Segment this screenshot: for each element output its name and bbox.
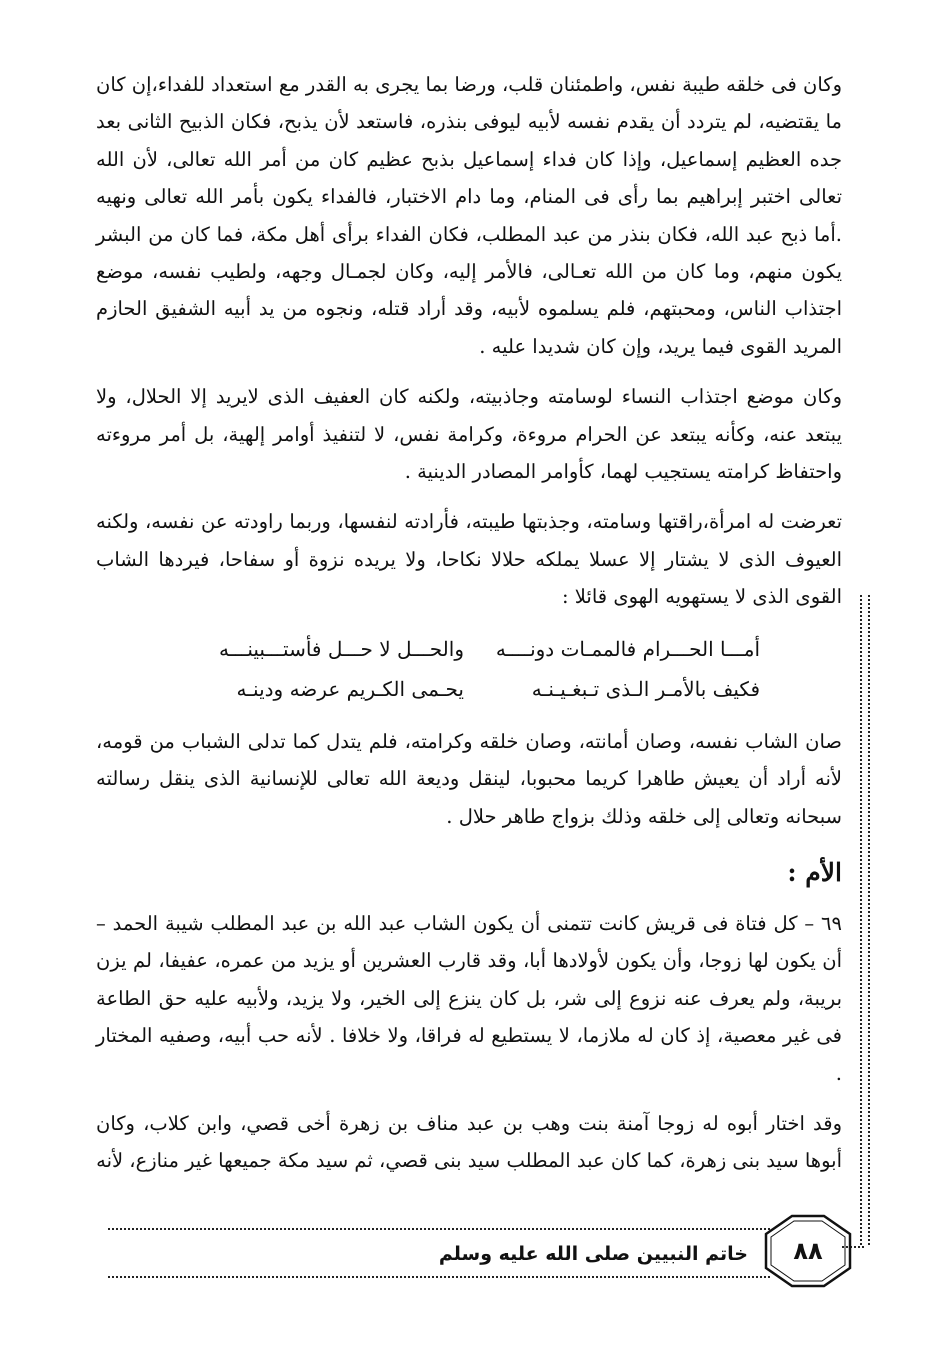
poem-block xyxy=(96,629,842,713)
paragraph-2: وكان موضع اجتذاب النساء لوسامته وجاذبيته، ولكنه كان العفيف الذى لايريد إلا الحلال، ولا يبتعد عنه، وكأنه يبتعد عن الحرام مروءة، وكرامة نفس، لا لتنفيذ أوامر إلهية، بل أمر مروءته واحتفاظ كرامته يستجيب لهما، كأوامر المصادر الدينية . xyxy=(96,385,842,484)
footer-book-title: خاتم النبيين صلى الله عليه وسلم xyxy=(438,1243,748,1265)
page-number: ٨٨ xyxy=(793,1237,823,1265)
footer-rule-top xyxy=(108,1228,770,1230)
page-frame-border xyxy=(860,595,870,1245)
poem-verse-2-first-half: فكيف بالأمـر الـذى تـبغـيـنـه xyxy=(531,676,760,701)
footer-rule-bottom xyxy=(108,1276,770,1278)
poem-verse-1-first-half: أمـــا الحـــرام فالممـات دونــــه xyxy=(495,636,760,661)
poem-verse-1-second-half: والحـــل لا حـــل فأستـــبينـــه xyxy=(219,636,464,661)
section-heading: الأم : xyxy=(787,857,842,887)
poem-verse-2-second-half: يحـمى الكـريم عرضه ودينـه xyxy=(236,676,464,701)
paragraph-3: تعرضت له امرأة،راقتها وسامته، وجذبتها طيبته، فأرادته لنفسها، وربما راودته عن نفسه، ولكنه العيوف الذى لا يشتار إلا عسلا يملكه حلالا نكاحا، ولا يريده نزوة أو سفاحا، فيردها الشاب القوى الذى لا يستهويه الهوى قائلا : xyxy=(96,510,842,609)
paragraph-1: وكان فى خلقه طيبة نفس، واطمئنان قلب، ورضا بما يجرى به القدر مع استعداد للفداء،إن كان ما يقتضيه، لم يتردد أن يقدم نفسه لأبيه ليوفى بنذره، فاستعد لأن يذبح، فكان الذبيح الثانى بعد جده العظيم إسماعيل، وإذا كان فداء إسماعيل بذبح عظيم كان من أمر الله تعالى، لأن الله تعالى اختبر إبراهيم بما رأى فى المنام، وما دام الاختبار، فالفداء يكون بأمر الله تعالى ونهيه .أما ذبح عبد الله، فكان بنذر من عبد المطلب، فكان الفداء برأى أهل مكة، فما كان من البشر يكون منهم، وما كان من الله تعـالى، فالأمر إليه، وكان لجمـال وجهه، ولطيب نفسه، موضع اجتذاب الناس، ومحبتهم، فلم يسلموه لأبيه، وقد أراد قتله، ونجوه من يد أبيه الشفيق الحازم المريد القوى فيما يريد، وإن كان شديدا عليه . xyxy=(96,73,842,358)
main-text-column xyxy=(96,66,842,1193)
paragraph-69: ٦٩ – كل فتاة فى قريش كانت تتمنى أن يكون الشاب عبد الله بن عبد المطلب شيبة الحمد – أن يكون لها زوجا، وأن يكون لأولادها أبا، وقد قارب العشرين أو يزيد من عمره، عفيفا، لم يزن بريبة، ولم يعرف عنه نزوع إلى شر، بل كان ينزع إلى الخير، ولا يزيد، ولأبيه عليه حق الطاعة فى غير معصية، إذ كان له ملازما، لا يستطيع له فراقا، ولا خلافا . لأنه حب أبيه، وصفيه المختار . xyxy=(96,911,842,1085)
paragraph-last: وقد اختار أبوه له زوجا آمنة بنت وهب بن عبد مناف بن زهرة أخى قصي، وابن كلاب، وكان أبوها سيد بنى زهرة، كما كان عبد المطلب سيد بنى قصي، ثم سيد مكة جميعها غير منازع، لأنه xyxy=(96,1111,842,1173)
page-number-badge xyxy=(762,1212,854,1290)
paragraph-after-poem: صان الشاب نفسه، وصان أمانته، وصان خلقه وكرامته، فلم يتدل كما تدلى الشباب من قومه، لأنه أراد أن يعيش طاهرا كريما محبوبا، لينقل وديعة الله تعالى للإنسانية الذى ينقل رسالته سبحانه وتعالى إلى خلقه وذلك بزواج طاهر حلال . xyxy=(96,729,842,828)
